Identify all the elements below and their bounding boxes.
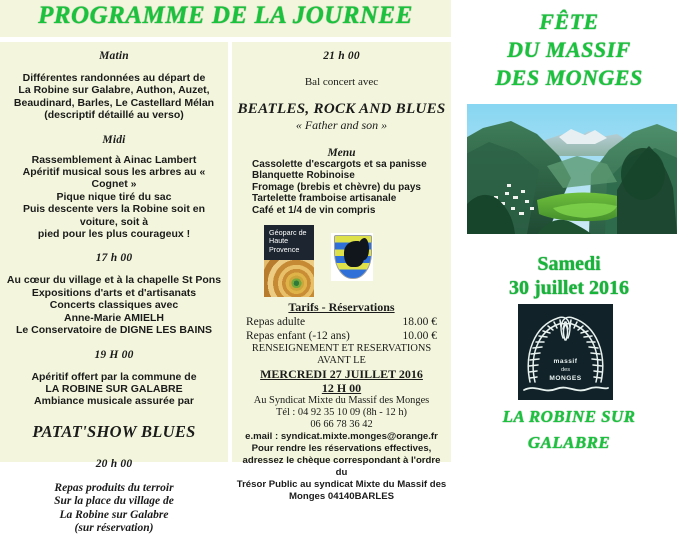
geoparc-logo <box>264 225 314 297</box>
h17-line-4: Anne-Marie AMIELH <box>64 311 164 324</box>
fete-title <box>451 8 687 92</box>
reservations-line-1: RENSEIGNEMENT ET RESERVATIONS <box>251 342 432 354</box>
repas-line-4: (sur réservation) <box>74 522 154 535</box>
shield-icon <box>334 235 372 279</box>
h19-line-3: Ambiance musicale assurée par <box>34 395 194 408</box>
h17-line-1: Au cœur du village et à la chapelle St Pons <box>6 274 222 287</box>
right-column <box>451 0 687 481</box>
heading-20h: 20 h 00 <box>95 457 133 470</box>
contact-phone-2: 06 66 78 36 42 <box>310 418 373 430</box>
tarif-row-adulte <box>246 315 437 329</box>
h17-line-2: Expositions d'arts et d'artisanats <box>31 286 197 299</box>
deadline-time: 12 H 00 <box>321 380 362 395</box>
tarif-label-enfant: Repas enfant (-12 ans) <box>246 329 350 342</box>
heading-17h: 17 h 00 <box>95 252 133 265</box>
tresor-public-bold: Trésor Public <box>236 478 298 490</box>
monges-logo-text <box>518 358 613 383</box>
h17-line-3: Concerts classiques avec <box>49 299 179 312</box>
page-title: PROGRAMME DE LA JOURNEE <box>38 2 413 29</box>
fete-title-line-1: FÊTE <box>539 9 599 34</box>
fete-title-line-3: DES MONGES <box>495 65 643 90</box>
massif-des-monges-logo <box>518 304 613 400</box>
title-banner <box>0 0 451 37</box>
h17-line-5: Le Conservatoire de DIGNE LES BAINS <box>15 324 213 337</box>
valley-photo <box>467 104 677 234</box>
midi-line-2: Apéritif musical sous les arbres au « Cognet » <box>22 166 206 191</box>
patat-show-blues: PATAT'SHOW BLUES <box>32 421 196 441</box>
contact-phone-1: Tél : 04 92 35 10 09 (8h - 12 h) <box>275 406 408 418</box>
band-subtitle: « Father and son » <box>295 117 388 132</box>
menu-item-1: Cassolette d'escargots et sa panisse <box>252 158 427 170</box>
midi-line-5: pied pour les plus courageux ! <box>37 228 191 241</box>
event-date-line-2: 30 juillet 2016 <box>509 277 629 299</box>
tresor-rest: au syndicat Mixte du Massif des <box>297 478 447 490</box>
ammonite-icon <box>264 260 314 297</box>
ram-horns-icon <box>518 304 613 400</box>
midi-line-4: Puis descente vers la Robine soit en voiture, soit à <box>22 203 206 228</box>
squirrel-icon <box>344 241 364 267</box>
h19-line-2: LA ROBINE SUR GALABRE <box>45 382 183 395</box>
event-date-line-1: Samedi <box>537 253 601 275</box>
menu-item-3: Fromage (brebis et chèvre) du pays <box>252 181 421 193</box>
heading-matin: Matin <box>99 50 129 62</box>
tarif-price-adulte: 18.00 € <box>402 315 437 328</box>
h19-line-1: Apéritif offert par la commune de <box>31 370 197 383</box>
bal-concert-label: Bal concert avec <box>304 76 379 88</box>
reservations-line-2: AVANT LE <box>317 354 366 366</box>
matin-line-2: La Robine sur Galabre, Authon, Auzet, <box>18 84 210 97</box>
geoparc-logo-label: Géoparc de Haute Provence <box>269 227 307 254</box>
tarif-label-adulte: Repas adulte <box>246 315 306 328</box>
repas-line-2: Sur la place du village de <box>54 495 174 508</box>
logo-word-monges: MONGES <box>549 374 582 382</box>
contact-email[interactable]: e.mail : syndicat.mixte.monges@orange.fr <box>245 430 438 442</box>
valley-photo-svg <box>467 104 677 234</box>
logo-word-massif: massif <box>553 358 578 365</box>
heading-midi: Midi <box>102 133 126 146</box>
partner-logos <box>236 225 447 297</box>
left-program-column <box>0 42 228 535</box>
logo-word-des: des <box>560 367 571 374</box>
fete-title-line-2: DU MASSIF <box>507 37 631 62</box>
repas-line-3: La Robine sur Galabre <box>59 508 169 521</box>
heading-19h: 19 H 00 <box>94 348 134 361</box>
midi-line-1: Rassemblement à Ainac Lambert <box>31 153 197 166</box>
menu-title: Menu <box>327 146 356 159</box>
event-place <box>451 404 687 456</box>
contact-line-1: Au Syndicat Mixte du Massif des Monges <box>253 394 430 406</box>
blason-logo <box>331 233 373 281</box>
menu-item-5: Café et 1/4 de vin compris <box>252 204 376 216</box>
tarif-price-enfant: 10.00 € <box>402 329 437 342</box>
menu-item-2: Blanquette Robinoise <box>252 170 355 182</box>
matin-line-3: Beaudinard, Barles, Le Castellard Mélan <box>13 96 215 109</box>
mid-info-column <box>232 42 451 502</box>
midi-line-3: Pique nique tiré du sac <box>56 190 172 203</box>
cheque-note-2: adressez le chèque correspondant à l'ordre du <box>242 454 441 478</box>
event-place-line-1: LA ROBINE SUR <box>502 407 636 426</box>
menu-item-4: Tartelette framboise artisanale <box>252 193 397 205</box>
repas-line-1: Repas produits du terroir <box>54 481 174 494</box>
tarifs-title: Tarifs - Réservations <box>288 299 395 314</box>
deadline-date: MERCREDI 27 JUILLET 2016 <box>260 366 423 381</box>
tarif-row-enfant <box>246 329 437 343</box>
band-name: BEATLES, ROCK AND BLUES <box>237 100 446 117</box>
event-place-line-2: GALABRE <box>527 433 611 452</box>
tresor-last-line: Monges 04140BARLES <box>288 490 395 502</box>
heading-21h: 21 h 00 <box>323 50 360 62</box>
matin-line-4: (descriptif détaillé au verso) <box>44 109 184 122</box>
cheque-note-1: Pour rendre les réservations effectives, <box>251 442 432 454</box>
event-date <box>451 252 687 300</box>
matin-line-1: Différentes randonnées au départ de <box>22 72 206 84</box>
